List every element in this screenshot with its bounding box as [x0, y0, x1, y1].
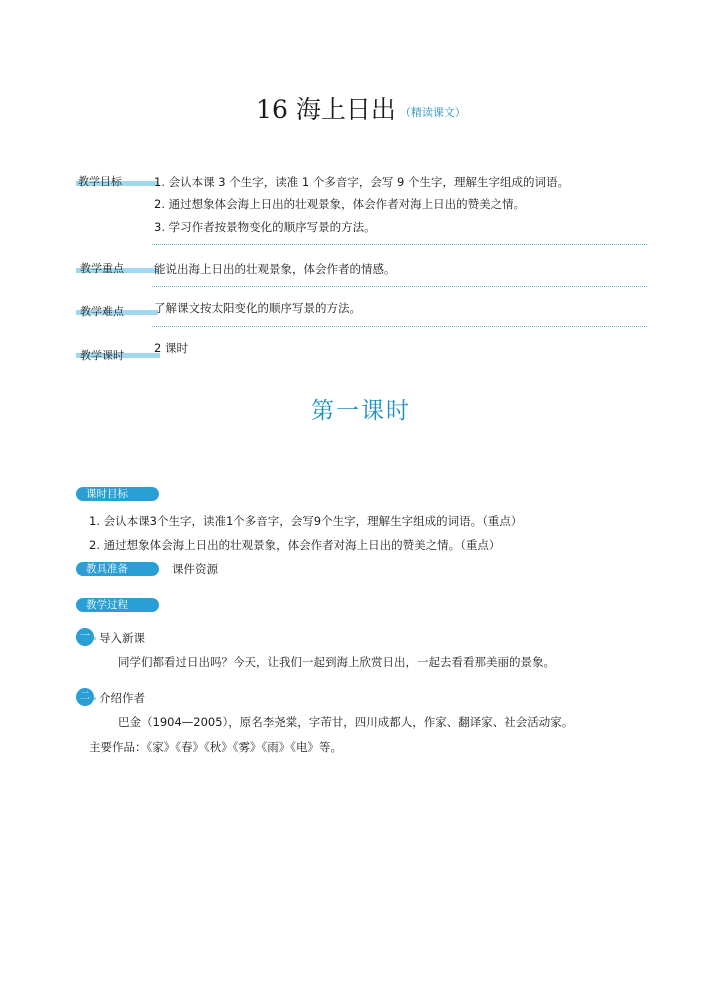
step-2-line-1: 巴金（1904—2005），原名李尧棠，字芾甘，四川成都人，作家、翻译家、社会活动家。 — [118, 715, 574, 729]
divider — [152, 244, 647, 245]
objective-item-1: 1. 会认本课 3 个生字，读准 1 个多音字，会写 9 个生字，理解生字组成的词语。 — [154, 175, 570, 189]
prep-pill: 教具准备 — [76, 562, 159, 576]
lesson-goal-2: 2. 通过想象体会海上日出的壮观景象，体会作者对海上日出的赞美之情。（重点） — [89, 538, 501, 552]
page-title — [0, 90, 722, 126]
objective-item-3: 3. 学习作者按景物变化的顺序写景的方法。 — [154, 220, 376, 234]
lesson-title: 第一课时 — [311, 398, 411, 424]
lesson-goal-1: 1. 会认本课3个生字，读准1个多音字，会写9个生字，理解生字组成的词语。（重点） — [89, 514, 523, 528]
lesson-goals-pill: 课时目标 — [76, 487, 159, 501]
key-point-text: 能说出海上日出的壮观景象，体会作者的情感。 — [154, 262, 396, 276]
objective-item-2: 2. 通过想象体会海上日出的壮观景象，体会作者对海上日出的赞美之情。 — [154, 197, 526, 211]
title-text: 16 海上日出 — [256, 95, 396, 124]
step-1-heading: 导入新课 — [99, 631, 145, 645]
divider — [152, 326, 647, 327]
divider — [152, 286, 647, 287]
step-1-line-1: 同学们都看过日出吗？今天，让我们一起到海上欣赏日出，一起去看看那美丽的景象。 — [118, 655, 555, 669]
difficulty-label: 教学难点 — [80, 305, 124, 318]
step-2-line-2: 主要作品：《家》《春》《秋》《雾》《雨》《电》等。 — [89, 740, 342, 754]
process-pill: 教学过程 — [76, 598, 159, 612]
key-point-label: 教学重点 — [80, 262, 124, 275]
hours-text: 2 课时 — [154, 341, 188, 355]
prep-text: 课件资源 — [172, 562, 218, 576]
objectives-label: 教学目标 — [78, 175, 122, 188]
step-2-heading: 介绍作者 — [99, 691, 145, 705]
difficulty-text: 了解课文按太阳变化的顺序写景的方法。 — [154, 301, 361, 315]
hours-label: 教学课时 — [80, 349, 124, 362]
step-2-number: 二 — [76, 688, 94, 706]
title-subtitle: （精读课文） — [399, 106, 466, 119]
step-1-number: 一 — [76, 628, 94, 646]
